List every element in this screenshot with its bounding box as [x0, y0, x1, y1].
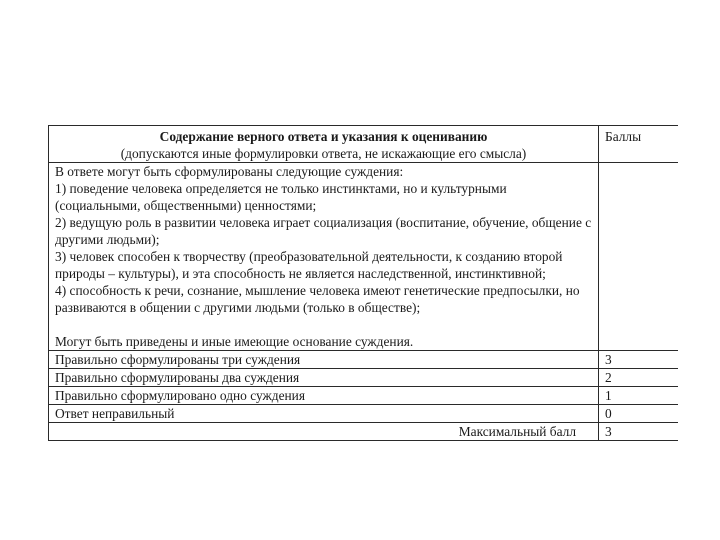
- criterion-cell: Правильно сформулировано одно суждения: [49, 387, 599, 405]
- score-cell: 0: [599, 405, 679, 423]
- table-row: [49, 351, 679, 369]
- answer-point-2: 2) ведущую роль в развитии человека играет социализация (воспитание, обучение, общение с другими людьми);: [55, 215, 592, 247]
- table-row: [49, 387, 679, 405]
- answer-point-4: 4) способность к речи, сознание, мышление человека имеют генетические предпосылки, но развиваются в общении с другими людьми (только в обществе);: [55, 283, 580, 315]
- content-header-cell: [49, 126, 599, 163]
- max-score-row: [49, 423, 679, 441]
- answer-point-3: 3) человек способен к творчеству (преобразовательной деятельности, к созданию второй природы – культуры), и эта способность не является наследственной, инстинктивной;: [55, 249, 563, 281]
- max-score-label: Максимальный балл: [49, 423, 599, 441]
- answer-intro: В ответе могут быть сформулированы следующие суждения:: [55, 164, 404, 179]
- criterion-cell: Правильно сформулированы три суждения: [49, 351, 599, 369]
- answer-score-cell: [599, 163, 679, 351]
- answer-content-cell: [49, 163, 599, 351]
- max-score-value: 3: [599, 423, 679, 441]
- content-header-subtitle: (допускаются иные формулировки ответа, не искажающие его смысла): [120, 146, 527, 161]
- content-header-title: Содержание верного ответа и указания к оцениванию: [159, 129, 488, 144]
- score-cell: 1: [599, 387, 679, 405]
- table-row: [49, 405, 679, 423]
- table-header-row: [49, 126, 679, 163]
- answer-content-row: [49, 163, 679, 351]
- score-header-cell: Баллы: [599, 126, 679, 163]
- blank-line: [55, 316, 592, 333]
- table-row: [49, 369, 679, 387]
- answer-point-1: 1) поведение человека определяется не только инстинктами, но и культурными (социальными, общественными) ценностями;: [55, 181, 507, 213]
- score-cell: 2: [599, 369, 679, 387]
- criterion-cell: Ответ неправильный: [49, 405, 599, 423]
- criterion-cell: Правильно сформулированы два суждения: [49, 369, 599, 387]
- score-cell: 3: [599, 351, 679, 369]
- grading-table: [48, 125, 678, 441]
- grading-sheet: [48, 125, 678, 480]
- answer-closing: Могут быть приведены и иные имеющие основание суждения.: [55, 334, 414, 349]
